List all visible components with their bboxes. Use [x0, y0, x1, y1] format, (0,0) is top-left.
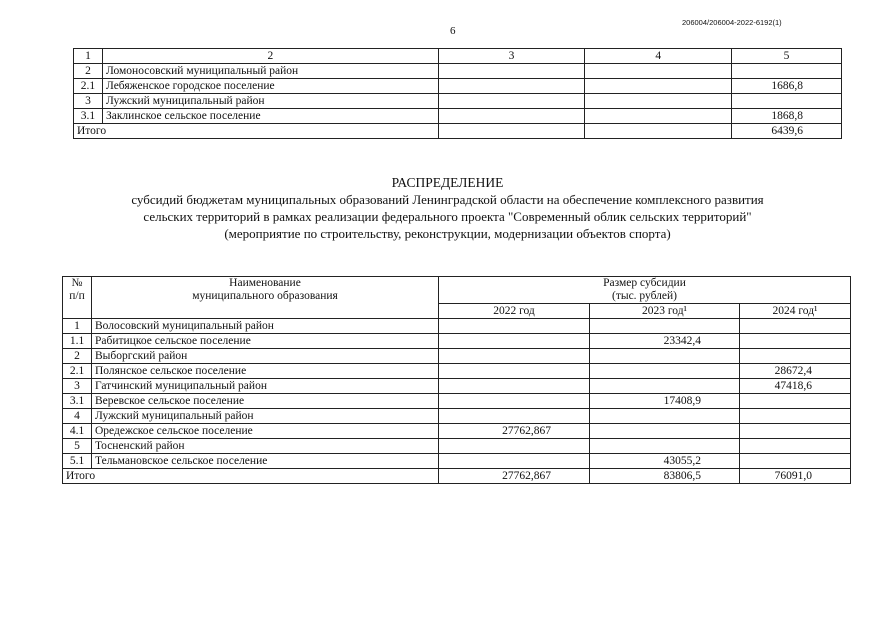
- value-cell: [590, 439, 740, 454]
- value-cell: [740, 349, 851, 364]
- value-cell: [590, 409, 740, 424]
- row-number-cell: 2.1: [74, 79, 103, 94]
- value-cell: [740, 394, 851, 409]
- value-cell: [438, 79, 585, 94]
- row-number-cell: 5.1: [63, 454, 92, 469]
- value-cell: [439, 394, 590, 409]
- value-cell: [590, 349, 740, 364]
- column-number-cell: 5: [732, 49, 842, 64]
- header-row: [63, 277, 851, 304]
- value-cell: [438, 109, 585, 124]
- name-cell: Ломоносовский муниципальный район: [102, 64, 438, 79]
- value-cell: [740, 319, 851, 334]
- value-cell: [585, 94, 732, 109]
- heading-line-2: сельских территорий в рамках реализации федерального проекта "Современный облик сельских территорий": [143, 209, 752, 224]
- row-number-cell: 4: [63, 409, 92, 424]
- value-cell: [590, 364, 740, 379]
- row-number-cell: 3: [63, 379, 92, 394]
- row-number-cell: 2.1: [63, 364, 92, 379]
- name-cell: Выборгский район: [92, 349, 439, 364]
- heading-title: РАСПРЕДЕЛЕНИЕ: [391, 175, 504, 190]
- value-cell: [740, 409, 851, 424]
- value-cell: [438, 94, 585, 109]
- total-row: [74, 124, 842, 139]
- table-row: [74, 109, 842, 124]
- column-number-cell: 4: [585, 49, 732, 64]
- value-cell: [439, 319, 590, 334]
- value-cell: [585, 124, 732, 139]
- heading-line-1: субсидий бюджетам муниципальных образований Ленинградской области на обеспечение комплексного развития: [131, 192, 764, 207]
- header-row: [74, 49, 842, 64]
- table-row: [63, 379, 851, 394]
- table-row: [74, 79, 842, 94]
- heading-line-3: (мероприятие по строительству, реконструкции, модернизации объектов спорта): [224, 226, 671, 241]
- total-label-cell: Итого: [74, 124, 439, 139]
- row-number-cell: 3.1: [63, 394, 92, 409]
- year-header-cell: 2023 год¹: [590, 304, 740, 319]
- row-number-cell: 3: [74, 94, 103, 109]
- row-number-cell: 2: [63, 349, 92, 364]
- amount-header-cell: Размер субсидии (тыс. рублей): [439, 277, 851, 304]
- value-cell: 17408,9: [590, 394, 740, 409]
- value-cell: [439, 454, 590, 469]
- name-cell: Гатчинский муниципальный район: [92, 379, 439, 394]
- value-cell: [439, 334, 590, 349]
- page-number: 6: [450, 25, 456, 37]
- value-cell: [590, 319, 740, 334]
- table-row: [63, 334, 851, 349]
- name-cell: Лужский муниципальный район: [92, 409, 439, 424]
- total-value-cell: 6439,6: [732, 124, 842, 139]
- name-header-cell: Наименование муниципального образования: [92, 277, 439, 319]
- value-cell: [590, 424, 740, 439]
- name-cell: Полянское сельское поселение: [92, 364, 439, 379]
- year-header-cell: 2022 год: [439, 304, 590, 319]
- total-row: [63, 469, 851, 484]
- column-number-cell: 2: [102, 49, 438, 64]
- value-cell: [590, 379, 740, 394]
- row-number-cell: 4.1: [63, 424, 92, 439]
- name-cell: Заклинское сельское поселение: [102, 109, 438, 124]
- value-cell: [740, 424, 851, 439]
- table-row: [74, 94, 842, 109]
- value-cell: [732, 94, 842, 109]
- value-cell: [585, 79, 732, 94]
- total-label-cell: Итого: [63, 469, 439, 484]
- row-number-cell: 5: [63, 439, 92, 454]
- value-cell: [740, 439, 851, 454]
- value-cell: [439, 439, 590, 454]
- row-number-cell: 1: [63, 319, 92, 334]
- value-cell: [438, 64, 585, 79]
- value-cell: [740, 454, 851, 469]
- column-number-cell: 1: [74, 49, 103, 64]
- table-row: [63, 349, 851, 364]
- row-number-cell: 2: [74, 64, 103, 79]
- total-value-cell: 83806,5: [590, 469, 740, 484]
- total-value-cell: 76091,0: [740, 469, 851, 484]
- name-cell: Рабитицкое сельское поселение: [92, 334, 439, 349]
- name-cell: Волосовский муниципальный район: [92, 319, 439, 334]
- table-row: [63, 439, 851, 454]
- value-cell: [732, 64, 842, 79]
- value-cell: [585, 109, 732, 124]
- table-row: [63, 409, 851, 424]
- table-row: [63, 319, 851, 334]
- table-row: [63, 454, 851, 469]
- value-cell: [439, 349, 590, 364]
- year-header-cell: 2024 год¹: [740, 304, 851, 319]
- name-cell: Оредежское сельское поселение: [92, 424, 439, 439]
- value-cell: 47418,6: [740, 379, 851, 394]
- table-row: [63, 364, 851, 379]
- value-cell: [438, 124, 585, 139]
- row-number-cell: 3.1: [74, 109, 103, 124]
- value-cell: 27762,867: [439, 424, 590, 439]
- name-cell: Веревское сельское поселение: [92, 394, 439, 409]
- value-cell: 1686,8: [732, 79, 842, 94]
- subsidy-distribution-table: [62, 276, 851, 484]
- value-cell: 1868,8: [732, 109, 842, 124]
- distribution-heading: [0, 174, 895, 242]
- document-id: 206004/206004-2022-6192(1): [682, 18, 782, 27]
- row-number-cell: 1.1: [63, 334, 92, 349]
- number-header-cell: № п/п: [63, 277, 92, 319]
- table-row: [63, 394, 851, 409]
- value-cell: 28672,4: [740, 364, 851, 379]
- value-cell: [439, 379, 590, 394]
- name-cell: Тосненский район: [92, 439, 439, 454]
- table-continued: [73, 48, 842, 139]
- value-cell: [740, 334, 851, 349]
- name-cell: Лужский муниципальный район: [102, 94, 438, 109]
- table-row: [74, 64, 842, 79]
- value-cell: 23342,4: [590, 334, 740, 349]
- value-cell: [439, 364, 590, 379]
- total-value-cell: 27762,867: [439, 469, 590, 484]
- value-cell: [439, 409, 590, 424]
- name-cell: Тельмановское сельское поселение: [92, 454, 439, 469]
- value-cell: [585, 64, 732, 79]
- value-cell: 43055,2: [590, 454, 740, 469]
- name-cell: Лебяженское городское поселение: [102, 79, 438, 94]
- column-number-cell: 3: [438, 49, 585, 64]
- table-row: [63, 424, 851, 439]
